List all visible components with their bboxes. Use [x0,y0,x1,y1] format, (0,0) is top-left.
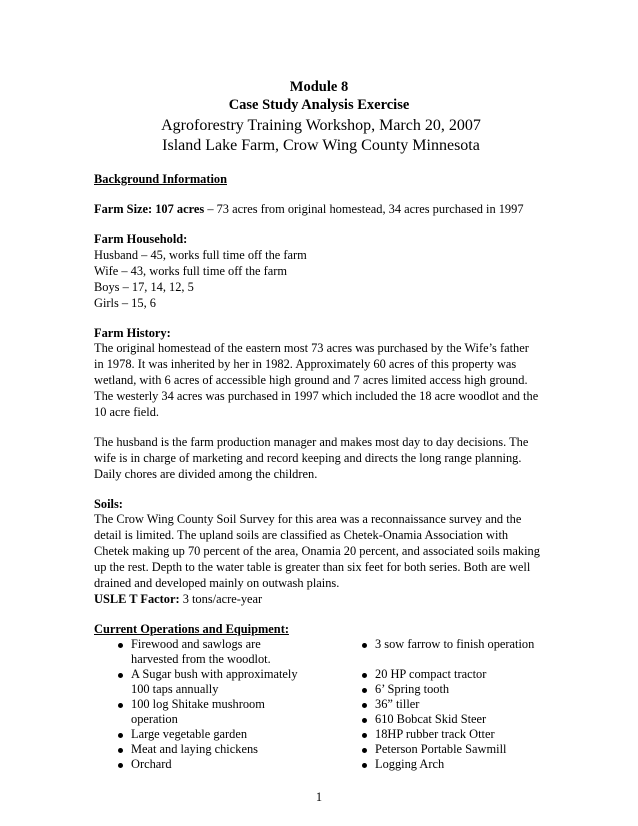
list-item: Meat and laying chickens [131,742,258,756]
farm-size-text: – 73 acres from original homestead, 34 acres purchased in 1997 [204,202,524,216]
list-item: 6’ Spring tooth [375,682,450,696]
soils-line: detail is limited. The upland soils are classified as Chetek-Onamia Association with [94,528,509,542]
list-item: 3 sow farrow to finish operation [375,637,535,651]
history-line: wetland, with 6 acres of accessible high ground and 7 acres limited access high ground. [94,373,528,387]
list-item-continued: harvested from the woodlot. [131,652,271,666]
usle-line [94,592,262,607]
operations-heading: Current Operations and Equipment: [94,622,289,636]
list-item-continued: operation [131,712,178,726]
usle-label: USLE T Factor: [94,592,180,606]
list-item-continued: 100 taps annually [131,682,219,696]
list-item: 18HP rubber track Otter [375,727,495,741]
soils-line: The Crow Wing County Soil Survey for this area was a reconnaissance survey and the [94,512,522,526]
soils-line: up the rest. Depth to the water table is greater than six feet for both series. Both are well [94,560,531,574]
soils-line: Chetek making up 70 percent of the area, Onamia 20 percent, and associated soils making [94,544,540,558]
history-line: in 1978. It was inherited by her in 1982. Approximately 60 acres of this property was [94,357,517,371]
farm-size-label: Farm Size: 107 acres [94,202,205,216]
farm-size-line [94,202,524,217]
list-item: 100 log Shitake mushroom [131,697,265,711]
bullet-icon [118,763,123,768]
bullet-icon [362,718,367,723]
bullet-icon [118,643,123,648]
history-heading: Farm History: [94,326,171,340]
list-item: Logging Arch [375,757,445,771]
household-line: Boys – 17, 14, 12, 5 [94,280,194,294]
list-item: Peterson Portable Sawmill [375,742,507,756]
roles-line: wife is in charge of marketing and record keeping and directs the long range planning. [94,451,522,465]
roles-line: The husband is the farm production manager and makes most day to day decisions. The [94,435,529,449]
bullet-icon [118,733,123,738]
list-item: 610 Bobcat Skid Steer [375,712,487,726]
soils-heading: Soils: [94,497,123,511]
farm-subtitle: Island Lake Farm, Crow Wing County Minnesota [162,137,480,154]
history-line: The original homestead of the eastern most 73 acres was purchased by the Wife’s father [94,341,529,355]
usle-value: 3 tons/acre-year [179,592,263,606]
list-item: Large vegetable garden [131,727,248,741]
page-number: 1 [315,790,323,804]
bullet-icon [118,673,123,678]
background-heading: Background Information [94,172,227,186]
roles-line: Daily chores are divided among the children. [94,467,318,481]
workshop-subtitle: Agroforestry Training Workshop, March 20, 2007 [161,117,481,134]
list-item: Firewood and sawlogs are [131,637,261,651]
bullet-icon [362,733,367,738]
list-item: A Sugar bush with approximately [131,667,298,681]
household-line: Husband – 45, works full time off the farm [94,248,307,262]
bullet-icon [118,703,123,708]
bullet-icon [362,673,367,678]
module-heading: Module 8 [289,79,349,95]
bullet-icon [118,748,123,753]
exercise-title: Case Study Analysis Exercise [228,97,410,113]
history-line: The westerly 34 acres was purchased in 1997 which included the 18 acre woodlot and the [94,389,539,403]
history-line: 10 acre field. [94,405,160,419]
bullet-icon [362,688,367,693]
household-line: Wife – 43, works full time off the farm [94,264,287,278]
bullet-icon [362,763,367,768]
list-item: Orchard [131,757,172,771]
bullet-icon [362,643,367,648]
list-item: 20 HP compact tractor [375,667,487,681]
bullet-icon [362,748,367,753]
household-line: Girls – 15, 6 [94,296,156,310]
bullet-icon [362,703,367,708]
list-item: 36” tiller [375,697,420,711]
household-heading: Farm Household: [94,232,188,246]
soils-line: drained and developed mainly on outwash plains. [94,576,340,590]
